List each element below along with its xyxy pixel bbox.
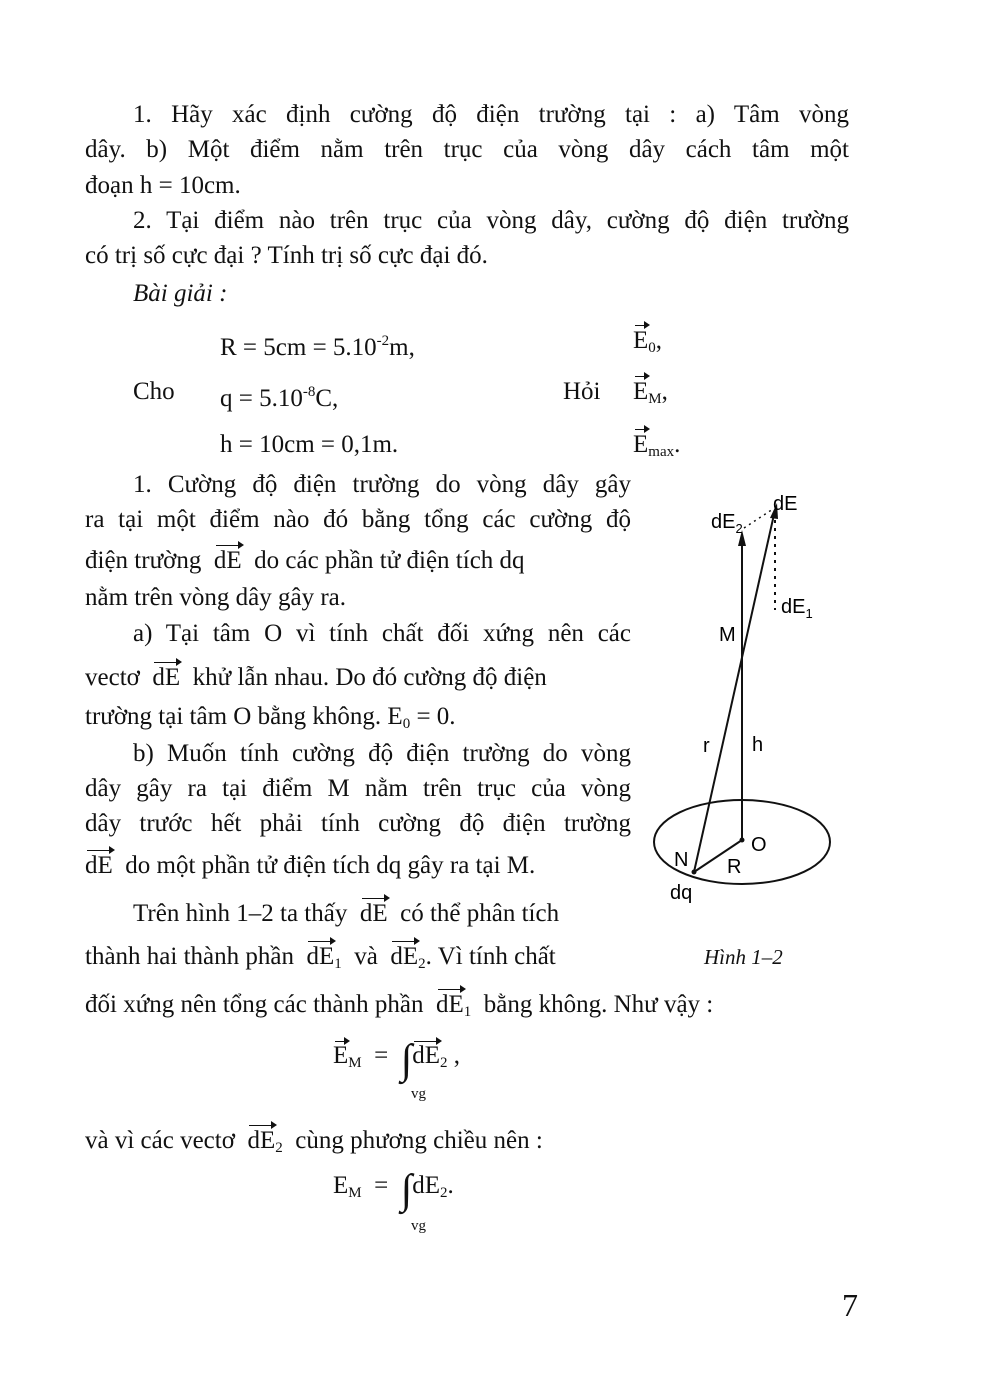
eq1-sub-M: M	[348, 1055, 362, 1071]
body-pb3: dây trước hết phải tính cường độ điện trường	[85, 810, 631, 837]
vector-E: E	[633, 431, 649, 458]
label-dE1: $dE_1$	[781, 596, 813, 621]
body-pc2-post: . Vì tính chất	[425, 943, 556, 970]
body-pa2-pre: vectơ	[85, 664, 140, 691]
given-R-unit: m,	[389, 334, 415, 361]
eq2-sub-M: M	[348, 1185, 362, 1201]
body-pa2-post: khử lẫn nhau. Do đó cường độ điện	[192, 664, 547, 691]
asked-E0	[633, 326, 662, 363]
body-pd1	[85, 1126, 543, 1163]
body-pa3	[85, 702, 456, 739]
body-p1a: 1. Cường độ điện trường do vòng dây gây	[133, 471, 631, 498]
asked-EM-tail: ,	[661, 378, 668, 405]
asked-Emax-tail: .	[674, 431, 681, 458]
asked-EM-sub: M	[648, 391, 662, 407]
body-pa3-post: = 0.	[410, 703, 456, 730]
body-pb1: b) Muốn tính cường độ điện trường do vòng	[133, 740, 631, 767]
vector-E: E	[333, 1042, 349, 1069]
eq1-comma: ,	[453, 1042, 461, 1069]
problem-line-2: dây. b) Một điểm nằm trên trục của vòng dây cách tâm một	[85, 136, 849, 163]
component-dE2-dashed	[744, 509, 773, 528]
body-p1c-post: do các phần tử điện tích dq	[254, 547, 525, 574]
vector-dE: dE	[213, 547, 242, 574]
label-h: h	[752, 734, 764, 756]
label-N: N	[674, 849, 689, 871]
vector-dE1: dE	[435, 991, 464, 1018]
label-R: R	[727, 856, 742, 878]
body-pb4	[85, 851, 535, 881]
asked-Emax	[633, 430, 680, 467]
vector-dE: dE	[85, 852, 113, 879]
figure-caption: Hình 1–2	[704, 945, 783, 969]
integral-sign: ∫	[400, 1167, 413, 1213]
asked-Emax-sub: max	[648, 444, 675, 460]
body-pc2-pre: thành hai thành phần	[85, 943, 294, 970]
problem-line-1: 1. Hãy xác định cường độ điện trường tại : a) Tâm vòng	[133, 101, 849, 128]
label-r: r	[703, 735, 710, 757]
problem-line-4: 2. Tại điểm nào trên trục của vòng dây, cường độ điện trường	[133, 207, 849, 234]
body-pc1	[133, 899, 559, 929]
label-dE2: $dE_2$	[711, 511, 743, 536]
body-pb4-post: do một phần tử điện tích dq gây ra tại M.	[125, 852, 536, 879]
vector-dE1: dE	[306, 943, 335, 970]
given-cho: Cho	[133, 378, 175, 405]
sub-2: 2	[418, 956, 426, 972]
vector-dE2: dE	[247, 1127, 276, 1154]
sub-2: 2	[275, 1140, 283, 1156]
problem-line-3: đoạn h = 10cm.	[85, 172, 241, 199]
body-pb2: dây gây ra tại điểm M nằm trên trục của vòng	[85, 775, 631, 802]
given-q-exp: -8	[302, 384, 316, 400]
asked-E0-tail: ,	[655, 327, 663, 354]
asked-hoi: Hỏi	[563, 378, 601, 405]
eq2-period: .	[447, 1172, 454, 1199]
eq2-sub-2: 2	[440, 1185, 448, 1201]
vector-dE2: dE	[412, 1042, 441, 1069]
eq1-equals: =	[374, 1042, 389, 1069]
point-N	[692, 870, 697, 875]
figure-1-2	[640, 470, 860, 930]
body-p1c	[85, 546, 525, 576]
solution-label: Bài giải :	[133, 280, 228, 307]
line-r	[694, 510, 775, 872]
body-pa3-pre: trường tại tâm O bằng không. E	[85, 703, 403, 730]
integral-sign: ∫	[400, 1037, 413, 1083]
integral-limit: vg	[411, 1218, 426, 1234]
body-pc1-pre: Trên hình 1–2 ta thấy	[133, 900, 348, 927]
sub-1: 1	[334, 956, 342, 972]
label-O: O	[751, 834, 767, 856]
vector-E: E	[633, 378, 649, 405]
label-dE: dE	[773, 493, 798, 515]
given-q-unit: C,	[315, 385, 339, 412]
label-M: M	[719, 624, 736, 646]
vector-dE: dE	[359, 900, 388, 927]
vector-dE: dE	[152, 664, 181, 691]
body-pc3-post: bằng không. Như vậy :	[483, 991, 714, 1018]
integral-limit: vg	[411, 1086, 426, 1102]
page-number: 7	[842, 1287, 858, 1323]
body-p1c-pre: điện trường	[85, 547, 202, 574]
eq2-E: E	[333, 1172, 349, 1199]
body-pa3-sub: 0	[402, 716, 411, 732]
vector-dE2: dE	[390, 943, 419, 970]
body-p1d: nằm trên vòng dây gây ra.	[85, 584, 347, 611]
point-O	[740, 838, 745, 843]
body-pc1-post: có thể phân tích	[400, 900, 560, 927]
body-pa2	[85, 663, 547, 693]
body-pa1: a) Tại tâm O vì tính chất đối xứng nên các	[133, 620, 631, 647]
given-R-eq: R = 5cm = 5.10	[220, 334, 377, 361]
equation-1	[333, 1037, 533, 1112]
vector-E: E	[633, 327, 649, 354]
eq2-dE: dE	[412, 1172, 441, 1199]
body-p1b: ra tại một điểm nào đó bằng tổng các cường độ	[85, 506, 631, 533]
body-pc2	[85, 942, 556, 979]
given-h: h = 10cm = 0,1m.	[220, 431, 399, 458]
asked-E0-sub: 0	[648, 340, 656, 356]
problem-line-5: có trị số cực đại ? Tính trị số cực đại đó.	[85, 242, 488, 269]
eq2-equals: =	[374, 1172, 389, 1199]
given-q-eq: q = 5.10	[220, 385, 303, 412]
equation-2	[333, 1167, 533, 1242]
given-R-exp: -2	[376, 333, 390, 349]
body-pc2-mid: và	[354, 943, 378, 970]
body-pd1-pre: và vì các vectơ	[85, 1127, 235, 1154]
eq1-sub-2: 2	[440, 1055, 448, 1071]
given-q	[220, 377, 338, 414]
body-pc3	[85, 990, 713, 1027]
body-pc3-pre: đối xứng nên tổng các thành phần	[85, 991, 424, 1018]
body-pd1-post: cùng phương chiều nên :	[295, 1127, 543, 1154]
asked-EM	[633, 377, 668, 414]
label-dq: dq	[670, 882, 693, 904]
sub-1: 1	[463, 1004, 472, 1020]
given-R	[220, 326, 415, 363]
